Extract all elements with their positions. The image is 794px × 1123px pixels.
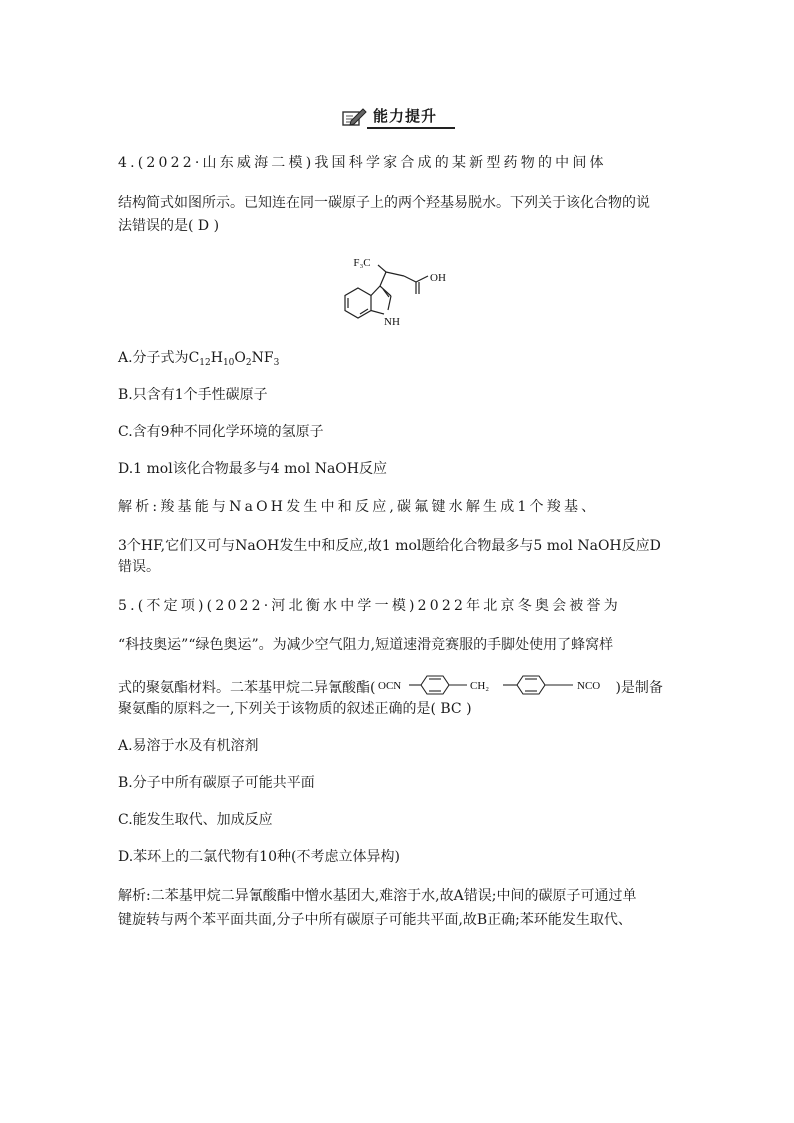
q5-stem-line-3-pre: 式的聚氨酯材料。二苯基甲烷二异氰酸酯( [118,680,376,696]
formula-subscript: 2 [245,358,252,368]
q5-stem-line-3 [118,673,678,698]
q4-option-d: D.1 mol该化合物最多与4 mol NaOH反应 [118,461,387,477]
q4-structure-diagram [328,252,468,334]
q4-stem-line-3: 法错误的是( D ) [118,218,220,234]
q4-option-a-prefix: A.分子式为 [118,350,189,366]
q4-analysis-line-2: 3个HF,它们又可与NaOH发生中和反应,故1 mol题给化合物最多与5 mol NaOH反应D [118,538,661,554]
ch2-label: CH₂ [470,680,490,692]
q4-option-c: C.含有9种不同化学环境的氢原子 [118,424,324,440]
q4-option-b: B.只含有1个手性碳原子 [118,387,268,403]
cf3-label: F₃C [353,257,371,269]
ocn-label: OCN [378,680,402,692]
formula-symbol: NF [251,350,274,366]
q5-stem-line-2: “科技奥运”“绿色奥运”。为减少空气阻力,短道速滑竞赛服的手脚处使用了蜂窝样 [118,637,614,653]
formula-subscript: 10 [222,358,235,368]
q4-stem-line-2: 结构简式如图所示。已知连在同一碳原子上的两个羟基易脱水。下列关于该化合物的说 [118,195,650,211]
section-header [341,104,456,128]
formula-subscript: 12 [199,358,211,368]
q5-stem-line-3-post: )是制备 [615,680,663,696]
q5-option-a: A.易溶于水及有机溶剂 [118,738,259,754]
nco-label: NCO [577,680,601,692]
formula-symbol: H [210,350,223,366]
nh-label: NH [384,316,400,328]
q5-structure-diagram [377,673,613,697]
q5-option-c: C.能发生取代、加成反应 [118,812,273,828]
q5-option-d: D.苯环上的二氯代物有10种(不考虑立体异构) [118,849,400,865]
section-title-underline [367,127,455,129]
formula-subscript: 3 [273,358,280,368]
q4-analysis-line-1: 解析:羧基能与NaOH发生中和反应,碳氟键水解生成1个羧基、 [118,499,599,515]
formula-symbol: C [188,350,200,366]
q5-option-b: B.分子中所有碳原子可能共平面 [118,775,315,791]
oh-label: OH [430,272,446,284]
q5-stem-line-4: 聚氨酯的原料之一,下列关于该物质的叙述正确的是( BC ) [118,701,472,717]
q4-option-a [118,348,678,368]
q4-analysis-line-3: 错误。 [118,559,160,575]
q5-analysis-line-2: 键旋转与两个苯平面共面,分子中所有碳原子可能共平面,故B正确;苯环能发生取代、 [118,912,632,928]
formula-symbol: O [234,350,246,366]
pencil-notebook-icon [341,106,367,128]
q5-analysis-line-1: 解析:二苯基甲烷二异氰酸酯中憎水基团大,难溶于水,故A错误;中间的碳原子可通过单 [118,888,637,904]
q5-stem-line-1: 5.(不定项)(2022·河北衡水中学一模)2022年北京冬奥会被誉为 [118,598,621,614]
section-title: 能力提升 [373,107,438,125]
q4-stem-line-1: 4.(2022·山东威海二模)我国科学家合成的某新型药物的中间体 [118,155,607,171]
